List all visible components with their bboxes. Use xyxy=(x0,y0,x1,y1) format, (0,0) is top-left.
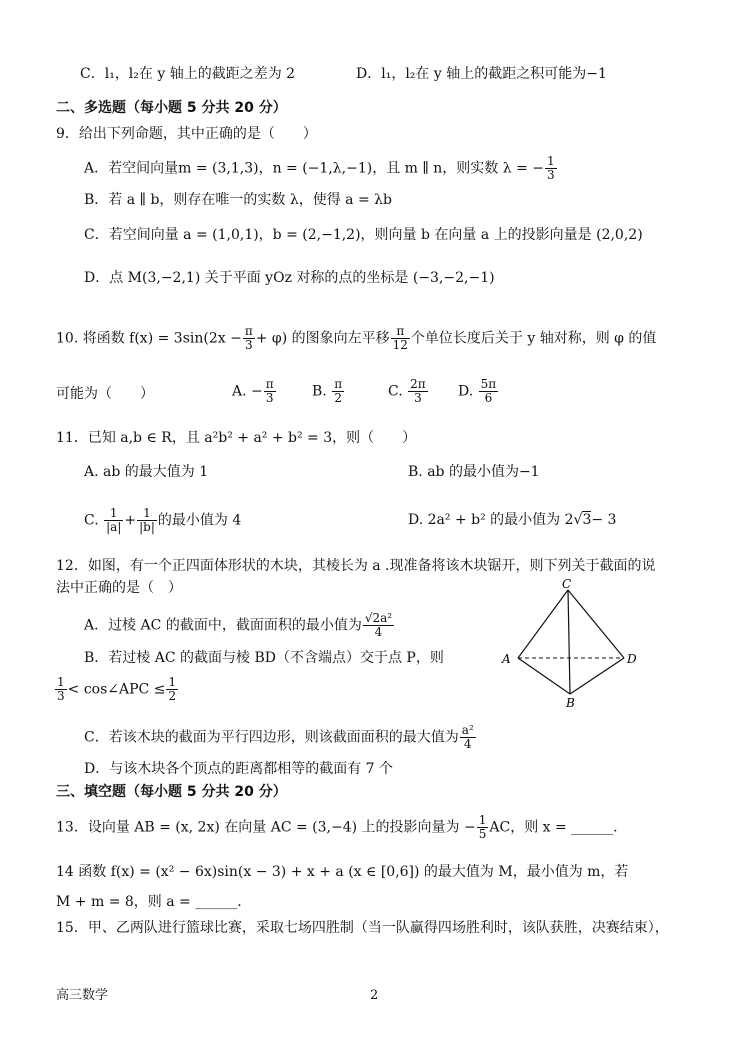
q11-c-label: C. xyxy=(84,512,99,529)
q12-option-d: D．与该木块各个顶点的距离都相等的截面有 7 个 xyxy=(84,761,394,777)
section3-title: 三、填空题（每小题 5 分共 20 分） xyxy=(56,784,287,800)
q9-option-a xyxy=(84,155,558,182)
q15-line1: 15．甲、乙两队进行篮球比赛，采取七场四胜制（当一队赢得四场胜利时，该队获胜，决赛结束）， xyxy=(56,920,669,936)
tetrahedron-figure xyxy=(496,576,646,712)
q14-line2: M + m = 8，则 a = ______. xyxy=(56,894,242,910)
q11-stem: 11．已知 a,b ∈ R，且 a²b² + a² + b² = 3，则（ ） xyxy=(56,430,417,446)
q13-frac xyxy=(477,814,489,841)
q12-c-pre: C．若该木块的截面为平行四边形，则该截面面积的最大值为 xyxy=(84,729,459,746)
q11-d-post: − 3 xyxy=(591,512,617,528)
q12-b-frac2 xyxy=(166,676,178,703)
q9-option-d: D．点 M(3,−2,1) 关于平面 yOz 对称的点的坐标是 (−3,−2,−1) xyxy=(84,270,495,286)
q12-c-den: 4 xyxy=(463,737,472,751)
q10-d-num: 5π xyxy=(480,377,497,391)
q10-a-label: A. − xyxy=(232,383,263,400)
q11-option-a: A. ab 的最大值为 1 xyxy=(84,464,209,480)
q11-c-frac2 xyxy=(137,507,157,534)
q10-option-c xyxy=(388,378,429,405)
q11-c-frac1 xyxy=(104,507,123,534)
q10-c-num: 2π xyxy=(410,377,426,391)
q10-a-den: 3 xyxy=(265,391,274,405)
q11-c-d2: |b| xyxy=(139,520,155,534)
q12-stem-line1: 12．如图，有一个正四面体形状的木块，其棱长为 a .现准备将该木块锯开，则下列关于截面的说 xyxy=(56,558,656,574)
q10-b-frac xyxy=(332,378,344,405)
q11-d-root: 3 xyxy=(582,512,592,528)
q13-post: AC，则 x = ______. xyxy=(489,819,618,836)
q10-line1 xyxy=(56,325,656,352)
fig-label-a: A xyxy=(502,652,511,666)
q10-b-label: B. xyxy=(312,383,327,400)
q12-option-c xyxy=(84,724,477,751)
q11-option-d: D. 2a² + b² 的最小值为 2√3− 3 xyxy=(408,512,617,528)
q12-a-pre: A．过棱 AC 的截面中，截面面积的最小值为 xyxy=(84,617,362,634)
q10-c-den: 3 xyxy=(414,391,422,405)
q10-line2: 可能为（ ） xyxy=(56,386,154,402)
q10-pi-den: 3 xyxy=(244,338,253,352)
q8-option-d: D．l₁，l₂在 y 轴上的截距之积可能为−1 xyxy=(356,66,607,82)
q8-option-c: C．l₁，l₂在 y 轴上的截距之差为 2 xyxy=(80,66,296,82)
q10-d-frac xyxy=(479,378,499,405)
q10-mid: + φ) 的图象向左平移 xyxy=(255,330,390,347)
q9-a-mid: m = (3,1,3)，n = (−1,λ,−1)，且 m ∥ n，则实数 λ = − xyxy=(178,160,544,177)
q13-pre: 13．设向量 AB = (x, 2x) 在向量 AC = (3,−4) 上的投影向量为 − xyxy=(56,819,476,836)
q9-option-c: C．若空间向量 a = (1,0,1)，b = (2,−1,2)，则向量 b 在向量 a 上的投影向量是 (2,0,2) xyxy=(84,227,643,243)
q10-pi-num: π xyxy=(244,324,253,338)
q10-a-frac xyxy=(264,378,276,405)
q10-c-frac xyxy=(408,378,428,405)
q10-pre: 10. 将函数 f(x) = 3sin(2x − xyxy=(56,330,242,347)
q11-c-post: 的最小值为 4 xyxy=(157,512,242,529)
q10-d-den: 6 xyxy=(484,391,493,405)
q9-a-num: 1 xyxy=(547,154,555,168)
q11-d-pre: D. 2a² + b² 的最小值为 2 xyxy=(408,512,574,528)
q12-stem-line2: 法中正确的是（ ） xyxy=(56,580,182,596)
q9-option-b: B．若 a ∥ b，则存在唯一的实数 λ，使得 a = λb xyxy=(84,192,392,208)
q10-b-num: π xyxy=(334,377,343,391)
q11-option-b: B. ab 的最小值为−1 xyxy=(408,464,540,480)
q12-option-b-line1: B．若过棱 AC 的截面与棱 BD（不含端点）交于点 P，则 xyxy=(84,650,444,666)
q13-den: 5 xyxy=(478,827,487,841)
q9-stem: 9．给出下列命题，其中正确的是（ ） xyxy=(56,126,317,142)
q10-option-a xyxy=(232,378,277,405)
q11-c-n2: 1 xyxy=(137,507,157,521)
q10-option-b xyxy=(312,378,345,405)
q12-option-b-line2 xyxy=(54,676,179,703)
q12-a-frac xyxy=(363,612,394,639)
q14-line1: 14 函数 f(x) = (x² − 6x)sin(x − 3) + x + a (x ∈ [0,6]) 的最大值为 M，最小值为 m，若 xyxy=(56,864,629,880)
q10-post: 个单位长度后关于 y 轴对称，则 φ 的值 xyxy=(410,330,657,347)
q12-b-d1: 3 xyxy=(57,689,65,703)
q12-b-n2: 1 xyxy=(168,675,177,689)
q10-d-label: D. xyxy=(458,383,474,400)
fig-label-c: C xyxy=(562,577,572,591)
page-number: 2 xyxy=(370,988,379,1003)
q12-c-frac xyxy=(460,724,476,751)
q12-b-n1: 1 xyxy=(57,675,65,689)
q12-option-a xyxy=(84,612,395,639)
q12-b-frac1 xyxy=(55,676,67,703)
q11-c-n1: 1 xyxy=(104,507,123,521)
q10-c-label: C. xyxy=(388,383,403,400)
q12-a-num: √2a² xyxy=(364,611,393,625)
q13 xyxy=(56,814,618,841)
q10-shift-num: π xyxy=(391,325,410,339)
q10-a-num: π xyxy=(265,377,274,391)
q10-option-d xyxy=(458,378,499,405)
q9-a-den: 3 xyxy=(547,168,555,182)
q9-a-pre: A．若空间向量 xyxy=(84,160,179,177)
q10-pi-frac xyxy=(243,325,255,352)
q13-num: 1 xyxy=(478,813,487,827)
q12-b-mid: < cos∠APC ≤ xyxy=(67,681,166,698)
q10-shift-frac xyxy=(391,325,410,352)
q10-b-den: 2 xyxy=(334,391,342,405)
footer-subject: 高三数学 xyxy=(56,988,109,1003)
q12-a-den: 4 xyxy=(374,625,383,639)
fig-label-d: D xyxy=(627,652,637,666)
fig-label-b: B xyxy=(566,696,575,710)
q11-c-d1: |a| xyxy=(106,520,122,534)
q9-a-fraction xyxy=(545,155,557,182)
q12-c-num: a² xyxy=(461,723,474,737)
q11-c-plus: + xyxy=(124,512,137,529)
q10-shift-den: 12 xyxy=(392,338,408,352)
section2-title: 二、多选题（每小题 5 分共 20 分） xyxy=(56,100,287,116)
q11-option-c xyxy=(84,507,241,534)
q12-b-d2: 2 xyxy=(168,689,177,703)
